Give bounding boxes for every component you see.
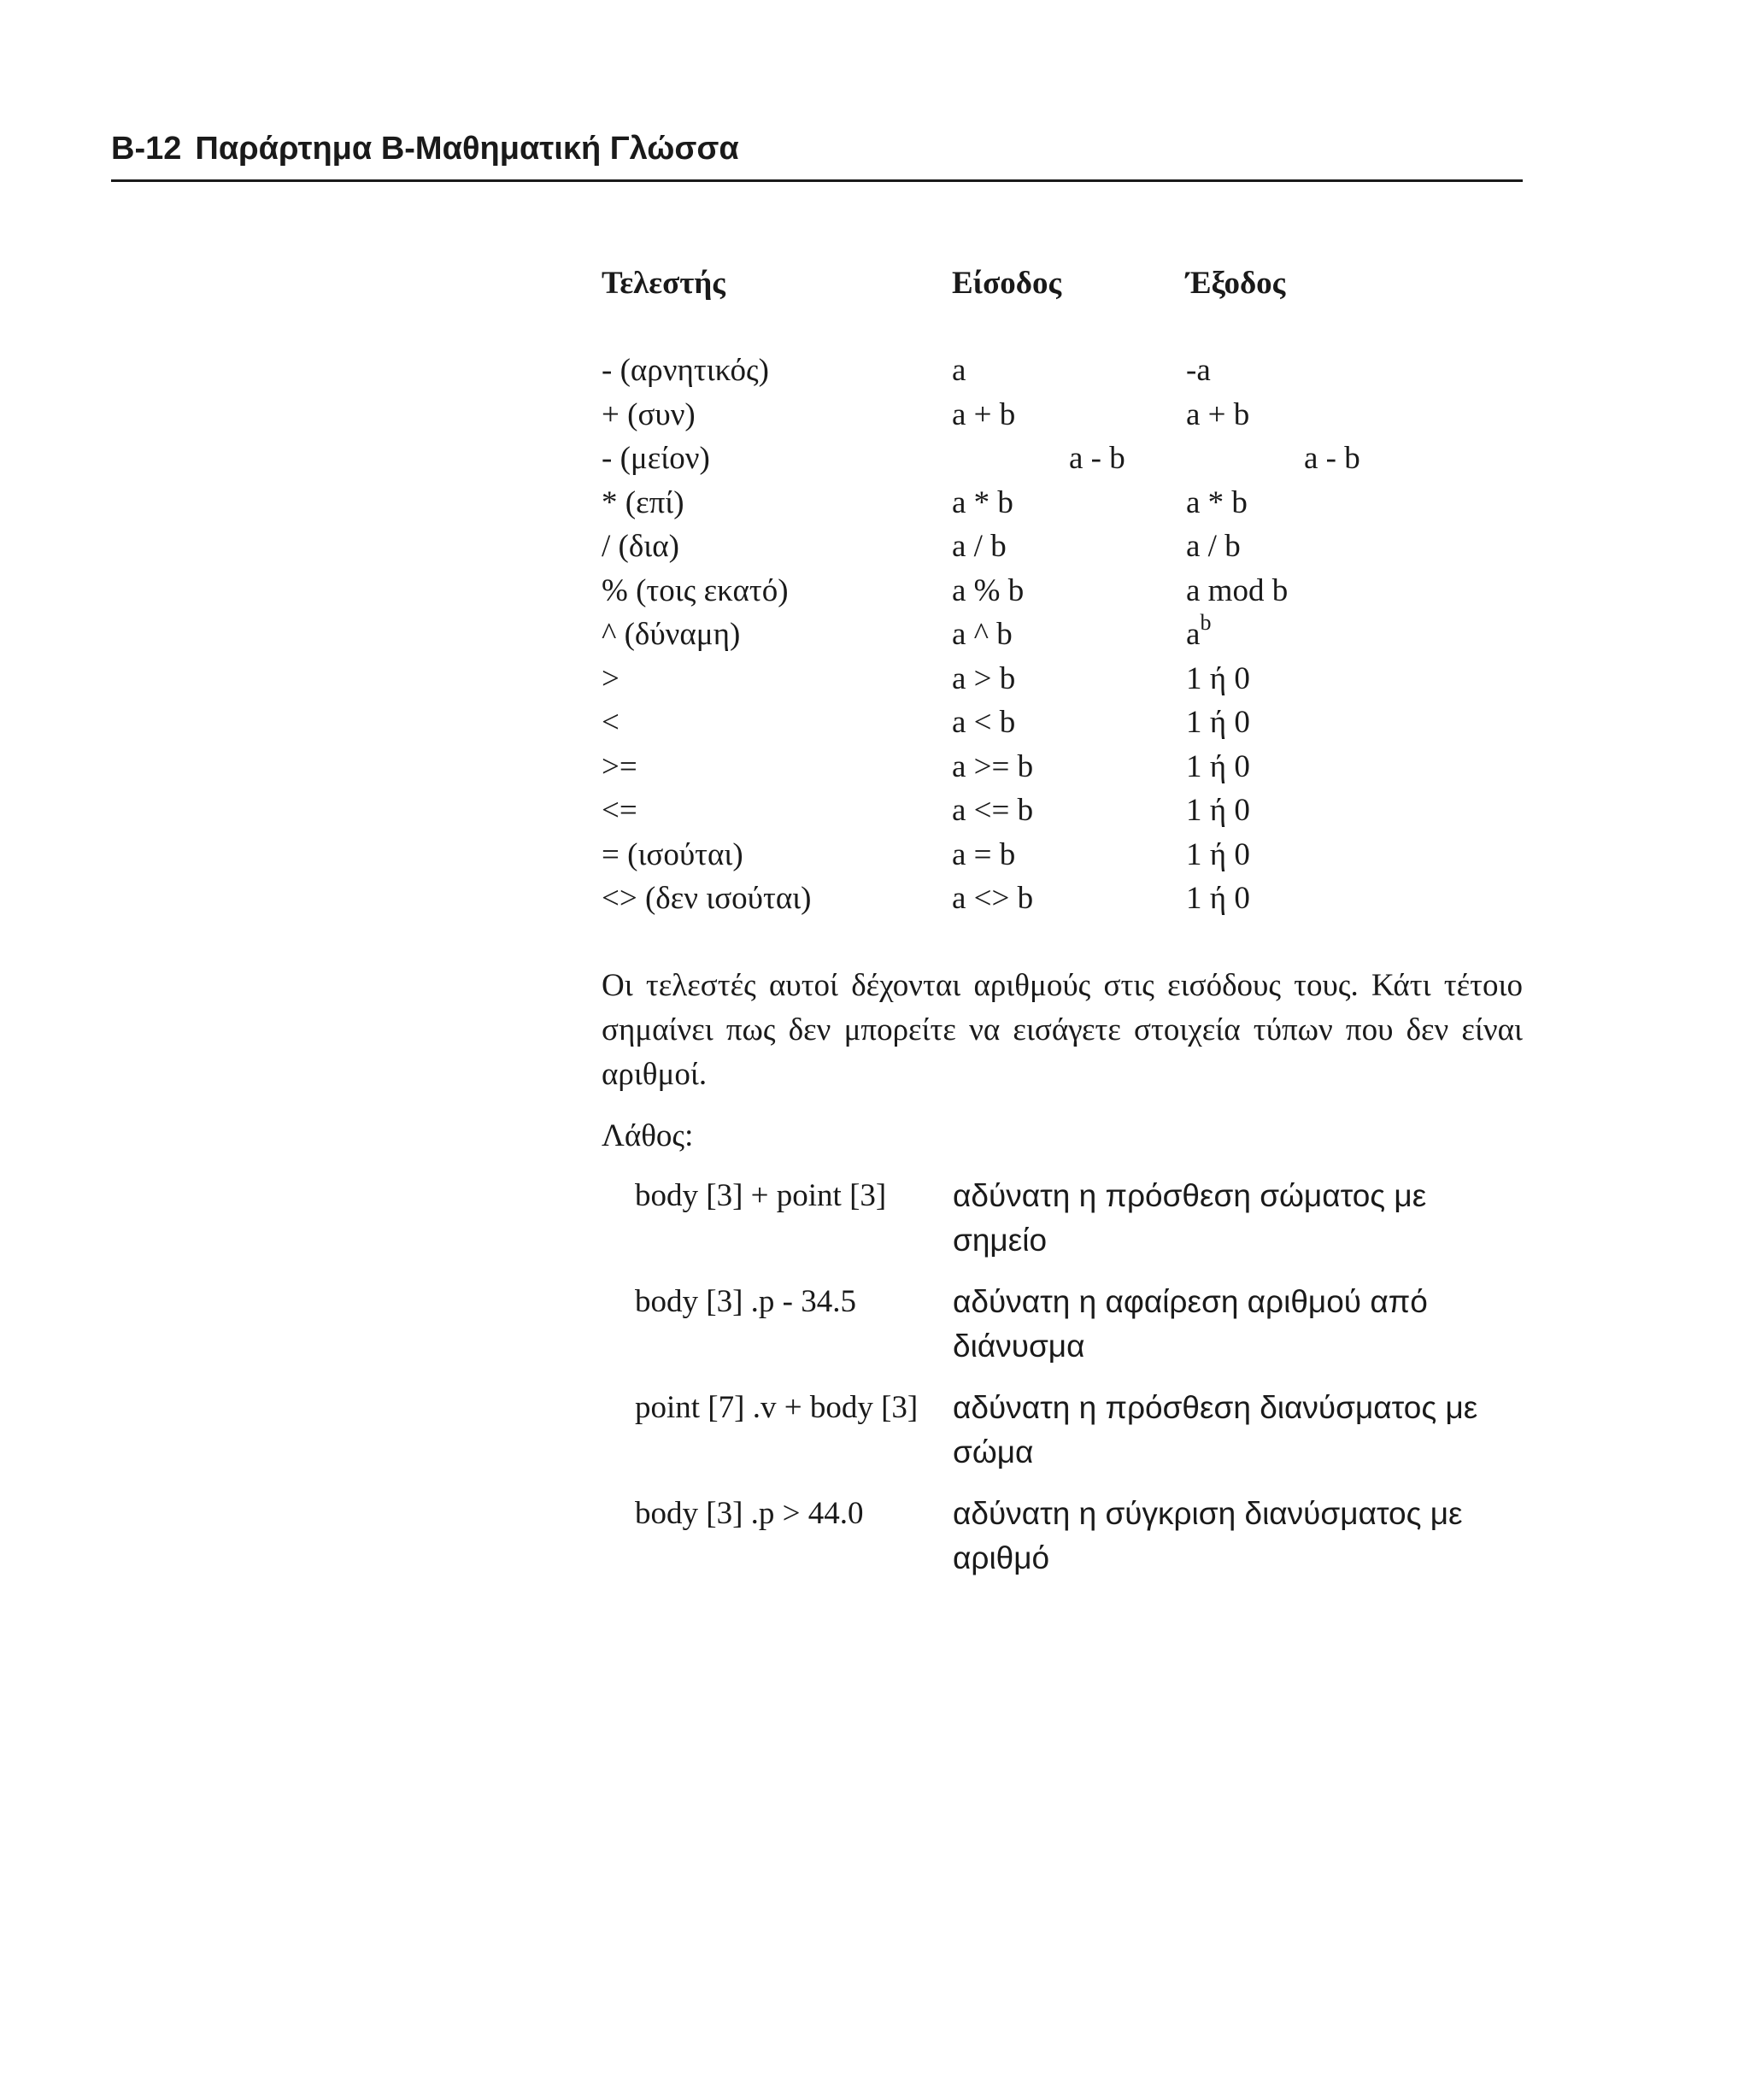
error-description: αδύνατη η πρόσθεση διανύσματος με σώμα xyxy=(953,1390,1478,1469)
output-cell: 1 ή 0 xyxy=(1186,748,1250,784)
error-examples xyxy=(635,1174,1524,1598)
input-cell: a > b xyxy=(952,660,1016,696)
error-row xyxy=(635,1174,1524,1280)
table-row xyxy=(602,745,1524,789)
input-cell: a >= b xyxy=(952,748,1034,784)
input-cell: a % b xyxy=(952,572,1025,608)
output-cell: 1 ή 0 xyxy=(1186,793,1250,828)
output-cell xyxy=(1186,609,1212,657)
operator-cell: >= xyxy=(602,748,637,784)
input-cell: a = b xyxy=(952,836,1016,872)
page-title: Παράρτημα Β-Μαθηματική Γλώσσα xyxy=(195,131,739,167)
input-cell: a <> b xyxy=(952,881,1034,916)
operator-cell: <= xyxy=(602,793,637,828)
table-row xyxy=(602,525,1524,569)
error-row xyxy=(635,1280,1524,1386)
output-cell: a + b xyxy=(1186,396,1250,432)
output-cell: 1 ή 0 xyxy=(1186,881,1250,916)
operator-cell: + (συν) xyxy=(602,396,696,432)
input-cell: a xyxy=(952,353,966,388)
output-cell: a - b xyxy=(1304,441,1360,476)
output-cell: 1 ή 0 xyxy=(1186,836,1250,872)
operators-table xyxy=(602,261,1524,921)
table-row xyxy=(602,569,1524,613)
table-row xyxy=(602,481,1524,525)
table-row xyxy=(602,609,1524,657)
table-row xyxy=(602,701,1524,745)
operator-cell: - (αρνητικός) xyxy=(602,353,769,388)
table-header-row xyxy=(602,261,1524,306)
error-expression: body [3] .p - 34.5 xyxy=(635,1284,856,1319)
error-description: αδύνατη η αφαίρεση αριθμού από διάνυσμα xyxy=(953,1284,1428,1364)
output-exponent: b xyxy=(1200,609,1212,635)
operator-cell: < xyxy=(602,705,620,740)
input-cell: a - b xyxy=(1069,441,1125,476)
table-row xyxy=(602,437,1524,481)
body-paragraph: Οι τελεστές αυτοί δέχονται αριθμούς στις εισόδους τους. Κάτι τέτοιο σημαίνει πως δεν μπορείτε να εισάγετε στοιχεία τύπων που δεν είναι αριθμοί. xyxy=(602,968,1523,1092)
operator-cell: % (τοις εκατό) xyxy=(602,572,789,608)
input-cell: a ^ b xyxy=(952,617,1013,652)
table-row xyxy=(602,657,1524,701)
column-header-operator: Τελεστής xyxy=(602,266,725,301)
operator-cell: = (ισούται) xyxy=(602,836,743,872)
input-cell: a <= b xyxy=(952,793,1034,828)
table-row xyxy=(602,833,1524,877)
table-row xyxy=(602,789,1524,833)
error-label: Λάθος: xyxy=(602,1118,694,1153)
operator-cell: / (δια) xyxy=(602,529,679,564)
input-cell: a + b xyxy=(952,396,1016,432)
operator-cell: ^ (δύναμη) xyxy=(602,617,741,652)
output-base: a xyxy=(1186,617,1201,652)
operator-cell: > xyxy=(602,660,620,696)
error-row xyxy=(635,1386,1524,1492)
error-row xyxy=(635,1492,1524,1598)
page-number: B-12 xyxy=(111,131,182,167)
error-expression: body [3] .p > 44.0 xyxy=(635,1496,864,1531)
output-cell: 1 ή 0 xyxy=(1186,660,1250,696)
input-cell: a * b xyxy=(952,484,1013,520)
error-description: αδύνατη η πρόσθεση σώματος με σημείο xyxy=(953,1178,1427,1258)
column-header-output: Έξοδος xyxy=(1186,266,1286,301)
output-cell: a mod b xyxy=(1186,572,1289,608)
input-cell: a < b xyxy=(952,705,1016,740)
table-row xyxy=(602,877,1524,921)
output-cell: -a xyxy=(1186,353,1211,388)
header-rule xyxy=(111,179,1523,182)
table-row xyxy=(602,393,1524,437)
error-description: αδύνατη η σύγκριση διανύσματος με αριθμό xyxy=(953,1496,1463,1575)
table-row xyxy=(602,349,1524,393)
error-expression: point [7] .v + body [3] xyxy=(635,1390,919,1425)
error-expression: body [3] + point [3] xyxy=(635,1178,887,1213)
operator-cell: * (επί) xyxy=(602,484,684,520)
page-header xyxy=(111,130,739,167)
column-header-input: Είσοδος xyxy=(952,266,1062,301)
output-cell: a / b xyxy=(1186,529,1241,564)
input-cell: a / b xyxy=(952,529,1007,564)
output-cell: a * b xyxy=(1186,484,1248,520)
output-cell: 1 ή 0 xyxy=(1186,705,1250,740)
operator-cell: <> (δεν ισούται) xyxy=(602,881,812,916)
operator-cell: - (μείον) xyxy=(602,441,710,476)
